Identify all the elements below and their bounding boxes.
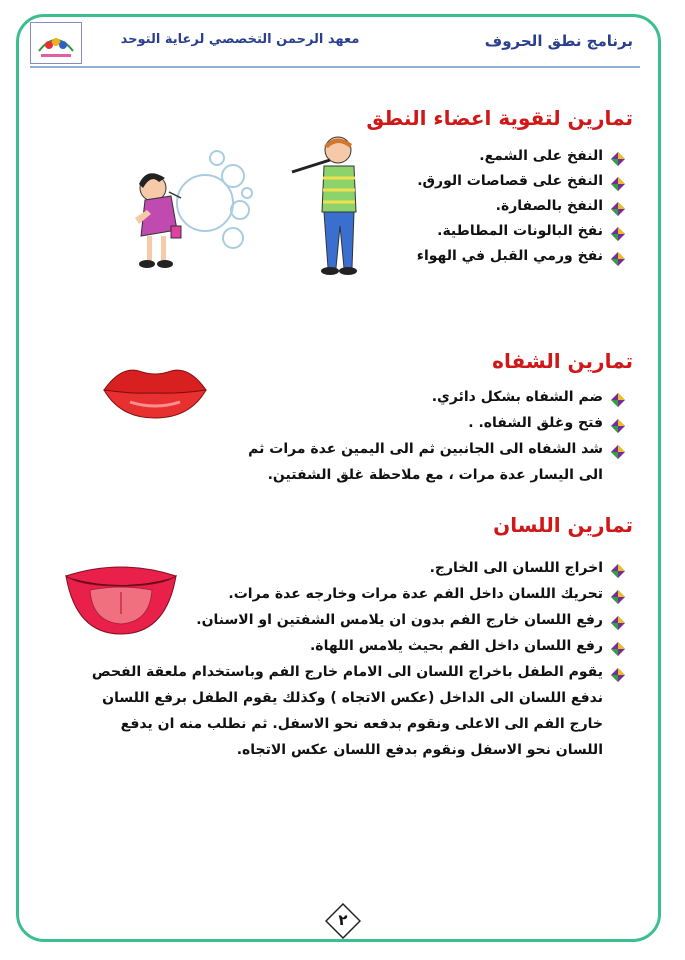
section-title-tongue: تمارين اللسان — [493, 513, 633, 537]
list-item: رفع اللسان خارج الفم بدون ان يلامس الشفتين او الاسنان. — [73, 607, 625, 633]
institute-logo — [30, 22, 82, 64]
mouth-with-tongue-illustration — [62, 556, 180, 638]
list-item: النفخ بالصفارة. — [417, 194, 625, 219]
list-item: ضم الشفاه بشكل دائري. — [228, 384, 625, 410]
page-number: ٢ — [338, 911, 348, 929]
list-item: النفخ على قصاصات الورق. — [417, 169, 625, 194]
diamond-bullet-icon — [611, 442, 625, 456]
section-title-articulation: تمارين لتقوية اعضاء النطق — [366, 106, 633, 130]
lips-exercise-list — [228, 384, 625, 488]
list-item: رفع اللسان داخل الفم بحيث يلامس اللهاة. — [73, 633, 625, 659]
diamond-bullet-icon — [611, 200, 625, 214]
institute-name: معهد الرحمن التخصصي لرعاية التوحد — [120, 32, 360, 47]
diamond-bullet-icon — [611, 225, 625, 239]
list-item: النفخ على الشمع. — [417, 144, 625, 169]
list-item: اخراج اللسان الى الخارج. — [73, 555, 625, 581]
diamond-bullet-icon — [611, 150, 625, 164]
list-item: نفخ البالونات المطاطية. — [417, 219, 625, 244]
articulation-exercise-list — [417, 144, 625, 269]
boy-playing-flute-illustration — [290, 132, 365, 277]
diamond-bullet-icon — [611, 250, 625, 264]
closed-lips-illustration — [100, 360, 210, 422]
diamond-bullet-icon — [611, 416, 625, 430]
header-divider — [30, 66, 640, 68]
list-item: تحريك اللسان داخل الفم عدة مرات وخارجه عدة مرات. — [73, 581, 625, 607]
list-item: يقوم الطفل باخراج اللسان الى الامام خارج الفم وباستخدام ملعقة الفحص ندفع اللسان الى الداخل (عكس الاتجاه ) وكذلك يقوم الطفل برفع اللسان خارج الفم الى الاعلى ونقوم بدفعه نحو الاسفل. ثم نطلب منه ان يدفع اللسان نحو الاسفل ونقوم بدفع اللسان عكس الاتجاه. — [73, 659, 625, 763]
diamond-bullet-icon — [611, 613, 625, 627]
page-header — [30, 22, 655, 66]
list-item: نفخ ورمي القبل في الهواء — [417, 244, 625, 269]
program-title: برنامج نطق الحروف — [484, 32, 633, 50]
girl-blowing-bubbles-illustration — [125, 148, 260, 273]
diamond-bullet-icon — [611, 390, 625, 404]
diamond-bullet-icon — [611, 665, 625, 679]
diamond-bullet-icon — [611, 587, 625, 601]
diamond-bullet-icon — [611, 639, 625, 653]
list-item: فتح وغلق الشفاه. . — [228, 410, 625, 436]
diamond-bullet-icon — [611, 175, 625, 189]
list-item: شد الشفاه الى الجانبين ثم الى اليمين عدة مرات ثم الى اليسار عدة مرات ، مع ملاحظة غلق الشفتين. — [228, 436, 625, 488]
diamond-bullet-icon — [611, 561, 625, 575]
page-number-badge — [325, 903, 361, 939]
section-title-lips: تمارين الشفاه — [492, 349, 633, 373]
